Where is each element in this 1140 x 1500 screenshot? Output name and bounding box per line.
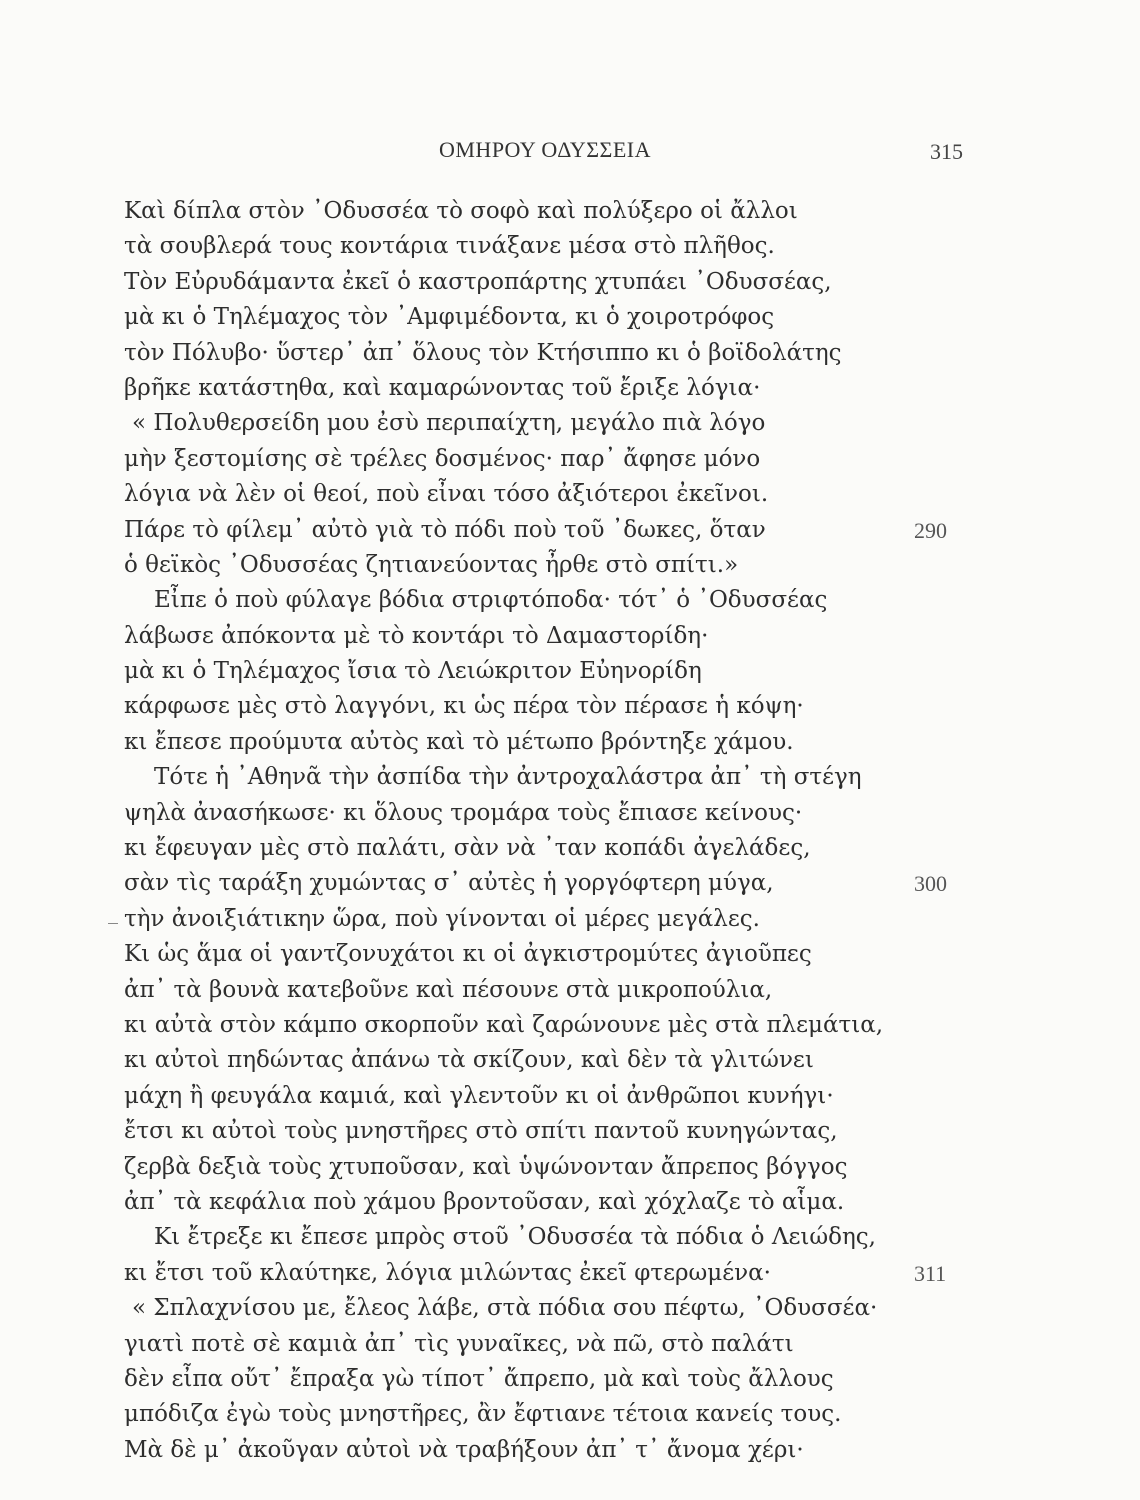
- margin-mark: [108, 923, 118, 924]
- verse-text: βρῆκε κατάστηθα, καὶ καμαρώνοντας τοῦ ἔριξε λόγια·: [124, 374, 761, 401]
- verse-line: [124, 406, 974, 441]
- verse-line: [124, 1008, 974, 1043]
- line-number: 311: [914, 1260, 947, 1286]
- verse-line: [124, 654, 974, 689]
- verse-line: [124, 866, 974, 901]
- verse-text: ἀπ᾿ τὰ βουνὰ κατεβοῦνε καὶ πέσουνε στὰ μικροπούλια,: [124, 976, 773, 1003]
- line-number: 290: [914, 517, 947, 543]
- verse-text: Μὰ δὲ μ᾿ ἀκοῦγαν αὐτοὶ νὰ τραβήξουν ἀπ᾿ τ᾿ ἄνομα χέρι·: [124, 1436, 804, 1463]
- verse-text: κι ἔπεσε προύμυτα αὐτὸς καὶ τὸ μέτωπο βρόντηξε χάμου.: [124, 728, 794, 755]
- verse-text: Τότε ἡ ᾿Αθηνᾶ τὴν ἀσπίδα τὴν ἀντροχαλάστρα ἀπ᾿ τὴ στέγη: [154, 764, 862, 791]
- verse-text: Τὸν Εὐρυδάμαντα ἐκεῖ ὁ καστροπάρτης χτυπάει ᾿Οδυσσέας,: [124, 268, 832, 295]
- verse-line: [124, 229, 974, 264]
- verse-line: [124, 371, 974, 406]
- verse-text: Εἶπε ὁ ποὺ φύλαγε βόδια στριφτόποδα· τότ᾿ ὁ ᾿Οδυσσέας: [154, 587, 828, 614]
- verse-text: κι αὐτὰ στὸν κάμπο σκορποῦν καὶ ζαρώνουνε μὲς στὰ πλεμάτια,: [124, 1011, 884, 1038]
- verse-line: [124, 902, 974, 937]
- verse-line: [124, 796, 974, 831]
- verse-text: κι ἔφευγαν μὲς στὸ παλάτι, σὰν νὰ ᾿ταν κοπάδι ἀγελάδες,: [124, 835, 811, 862]
- verse-line: [124, 513, 974, 548]
- verse-text: τὸν Πόλυβο· ὕστερ᾿ ἀπ᾿ ὅλους τὸν Κτήσιππο κι ὁ βοϊδολάτης: [124, 339, 842, 366]
- verse-text: ἔτσι κι αὐτοὶ τοὺς μνηστῆρες στὸ σπίτι παντοῦ κυνηγώντας,: [124, 1118, 838, 1145]
- verse-text: κι ἔτσι τοῦ κλαύτηκε, λόγια μιλώντας ἐκεῖ φτερωμένα·: [124, 1259, 771, 1286]
- verse-text: δὲν εἶπα οὔτ᾿ ἔπραξα γὼ τίποτ᾿ ἄπρεπο, μὰ καὶ τοὺς ἄλλους: [124, 1365, 834, 1392]
- page-number: 315: [930, 139, 963, 164]
- verse-line: [124, 1150, 974, 1185]
- verse-line: [124, 831, 974, 866]
- verse-text: μάχη ἢ φευγάλα καμιά, καὶ γλεντοῦν κι οἱ ἀνθρῶποι κυνήγι·: [124, 1082, 834, 1109]
- verse-line: [124, 619, 974, 654]
- verse-line: [124, 760, 974, 795]
- verse-text: μὴν ξεστομίσης σὲ τρέλες δοσμένος· παρ᾿ ἄφησε μόνο: [124, 445, 761, 472]
- verse-line: [124, 689, 974, 724]
- verse-text: γιατὶ ποτὲ σὲ καμιὰ ἀπ᾿ τὶς γυναῖκες, νὰ πῶ, στὸ παλάτι: [124, 1330, 794, 1357]
- verse-text: μὰ κι ὁ Τηλέμαχος ἴσια τὸ Λειώκριτον Εὐηνορίδη: [124, 658, 702, 685]
- verse-text: μὰ κι ὁ Τηλέμαχος τὸν ᾿Αμφιμέδοντα, κι ὁ χοιροτρόφος: [124, 304, 775, 331]
- verse-text: Κι ὡς ἅμα οἱ γαντζονυχάτοι κι οἱ ἀγκιστρομύτες ἀγιοῦπες: [124, 941, 812, 968]
- verse-line: [124, 548, 974, 583]
- verse-line: [124, 937, 974, 972]
- verse-line: [124, 1397, 974, 1432]
- verse-line: [124, 300, 974, 335]
- verse-text: λάβωσε ἀπόκοντα μὲ τὸ κοντάρι τὸ Δαμαστορίδη·: [124, 622, 709, 649]
- verse-line: [124, 1043, 974, 1078]
- verse-text: ἀπ᾿ τὰ κεφάλια ποὺ χάμου βροντοῦσαν, καὶ χόχλαζε τὸ αἷμα.: [124, 1188, 845, 1215]
- verse-line: [124, 1433, 974, 1468]
- verse-text: μπόδιζα ἐγὼ τοὺς μνηστῆρες, ἂν ἔφτιανε τέτοια κανείς τους.: [124, 1401, 842, 1428]
- verse-text: τὰ σουβλερά τους κοντάρια τινάξανε μέσα στὸ πλῆθος.: [124, 233, 775, 260]
- verse-text: « Σπλαχνίσου με, ἔλεος λάβε, στὰ πόδια σου πέφτω, ᾿Οδυσσέα·: [132, 1295, 878, 1322]
- verse-line: [124, 194, 974, 229]
- running-header-title: ΟΜΗΡΟΥ ΟΔΥΣΣΕΙΑ: [438, 137, 652, 162]
- verse-line: [124, 1291, 974, 1326]
- verse-line: [124, 442, 974, 477]
- verse-text: τὴν ἀνοιξιάτικην ὥρα, ποὺ γίνονται οἱ μέρες μεγάλες.: [124, 905, 760, 932]
- verse-block: [124, 194, 974, 1468]
- verse-line: [124, 265, 974, 300]
- verse-line: [124, 1327, 974, 1362]
- verse-text: Κι ἔτρεξε κι ἔπεσε μπρὸς στοῦ ᾿Οδυσσέα τὰ πόδια ὁ Λειώδης,: [154, 1224, 876, 1251]
- verse-text: Πάρε τὸ φίλεμ᾿ αὐτὸ γιὰ τὸ πόδι ποὺ τοῦ ᾿δωκες, ὅταν: [124, 516, 766, 543]
- verse-line: [124, 477, 974, 512]
- verse-line: [124, 1079, 974, 1114]
- verse-line: [124, 1362, 974, 1397]
- verse-text: ζερβὰ δεξιὰ τοὺς χτυποῦσαν, καὶ ὑψώνονταν ἄπρεπος βόγγος: [124, 1153, 848, 1180]
- verse-text: λόγια νὰ λὲν οἱ θεοί, ποὺ εἶναι τόσο ἀξιότεροι ἐκεῖνοι.: [124, 481, 769, 508]
- verse-line: [124, 1185, 974, 1220]
- verse-line: [124, 973, 974, 1008]
- verse-text: ψηλὰ ἀνασήκωσε· κι ὅλους τρομάρα τοὺς ἔπιασε κείνους·: [124, 799, 803, 826]
- verse-line: [124, 1256, 974, 1291]
- verse-text: « Πολυθερσείδη μου ἐσὺ περιπαίχτη, μεγάλο πιὰ λόγο: [132, 410, 766, 437]
- verse-line: [124, 725, 974, 760]
- line-number: 300: [914, 871, 947, 897]
- verse-line: [124, 583, 974, 618]
- verse-text: ὁ θεϊκὸς ᾿Οδυσσέας ζητιανεύοντας ἦρθε στὸ σπίτι.»: [124, 551, 739, 578]
- verse-line: [124, 1220, 974, 1255]
- verse-text: κι αὐτοὶ πηδώντας ἀπάνω τὰ σκίζουν, καὶ δὲν τὰ γλιτώνει: [124, 1047, 814, 1074]
- verse-text: κάρφωσε μὲς στὸ λαγγόνι, κι ὡς πέρα τὸν πέρασε ἡ κόψη·: [124, 693, 804, 720]
- verse-text: Καὶ δίπλα στὸν ᾿Οδυσσέα τὸ σοφὸ καὶ πολύξερο οἱ ἄλλοι: [124, 198, 798, 224]
- verse-line: [124, 1114, 974, 1149]
- verse-text: σὰν τὶς ταράξη χυμώντας σ᾿ αὐτὲς ἡ γοργόφτερη μύγα,: [124, 870, 774, 897]
- verse-line: [124, 336, 974, 371]
